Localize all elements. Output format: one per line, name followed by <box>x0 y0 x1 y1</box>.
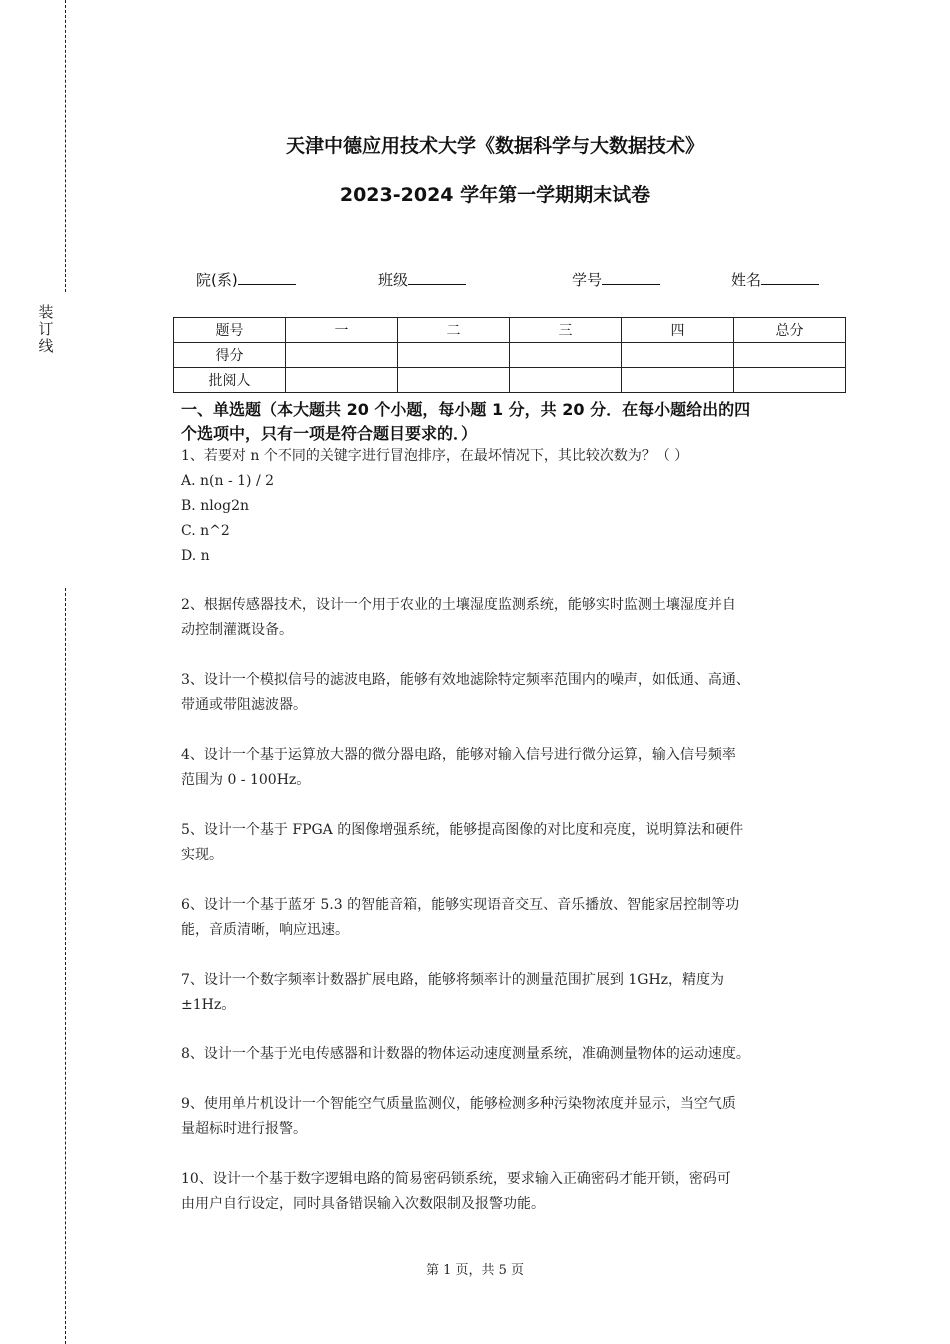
question-6 <box>181 893 851 943</box>
name-blank[interactable] <box>761 270 819 285</box>
department-label: 院(系) <box>196 271 238 289</box>
question-text: 4、设计一个基于运算放大器的微分器电路，能够对输入信号进行微分运算，输入信号频率 <box>181 747 736 763</box>
grader-cell[interactable] <box>734 368 846 393</box>
grader-row-label: 批阅人 <box>174 368 286 393</box>
binding-char: 装 <box>38 303 54 321</box>
department-blank[interactable] <box>238 270 296 285</box>
score-table-header-row <box>174 318 846 343</box>
score-cell[interactable] <box>622 343 734 368</box>
question-text: 8、设计一个基于光电传感器和计数器的物体运动速度测量系统，准确测量物体的运动速度。 <box>181 1046 750 1062</box>
question-text: 动控制灌溉设备。 <box>181 622 293 638</box>
class-blank[interactable] <box>408 270 466 285</box>
question-text: 9、使用单片机设计一个智能空气质量监测仪，能够检测多种污染物浓度并显示，当空气质 <box>181 1096 736 1112</box>
binding-char: 订 <box>38 320 54 338</box>
question-text: 10、设计一个基于数字逻辑电路的简易密码锁系统，要求输入正确密码才能开锁，密码可 <box>181 1171 731 1187</box>
score-table-header: 三 <box>510 318 622 343</box>
question-3 <box>181 668 851 718</box>
score-table-header: 题号 <box>174 318 286 343</box>
name-label: 姓名 <box>731 271 762 289</box>
question-9 <box>181 1092 851 1142</box>
grader-cell[interactable] <box>398 368 510 393</box>
grader-row <box>174 368 846 393</box>
score-row-label: 得分 <box>174 343 286 368</box>
question-text: 带通或带阻滤波器。 <box>181 697 307 713</box>
binding-label <box>37 304 55 355</box>
binding-line-top <box>65 0 66 292</box>
class-field[interactable] <box>378 269 466 290</box>
grader-cell[interactable] <box>286 368 398 393</box>
binding-char: 线 <box>38 337 54 355</box>
section-heading-line: 个选项中，只有一项是符合题目要求的．） <box>181 424 478 443</box>
question-7 <box>181 968 851 1018</box>
question-1 <box>181 444 851 569</box>
grader-cell[interactable] <box>622 368 734 393</box>
student-id-label: 学号 <box>572 271 603 289</box>
student-id-field[interactable] <box>572 269 660 290</box>
question-text: 3、设计一个模拟信号的滤波电路，能够有效地滤除特定频率范围内的噪声，如低通、高通、 <box>181 672 750 688</box>
question-4 <box>181 743 851 793</box>
grader-cell[interactable] <box>510 368 622 393</box>
exam-subtitle: 2023-2024 学年第一学期期末试卷 <box>339 184 651 206</box>
score-table <box>173 317 846 393</box>
question-text: 范围为 0 - 100Hz。 <box>181 772 311 788</box>
score-table-header: 总分 <box>734 318 846 343</box>
question-text: 能，音质清晰，响应迅速。 <box>181 922 349 938</box>
student-id-blank[interactable] <box>602 270 660 285</box>
option-d: D. n <box>181 548 210 564</box>
score-cell[interactable] <box>398 343 510 368</box>
option-c: C. n^2 <box>181 523 230 539</box>
score-table-header: 四 <box>622 318 734 343</box>
option-a: A. n(n - 1) / 2 <box>181 473 275 489</box>
section-heading <box>181 398 846 446</box>
question-2 <box>181 593 851 643</box>
score-cell[interactable] <box>510 343 622 368</box>
name-field[interactable] <box>731 269 819 290</box>
option-b: B. nlog2n <box>181 498 249 514</box>
score-table-header: 二 <box>398 318 510 343</box>
score-cell[interactable] <box>286 343 398 368</box>
question-text: 由用户自行设定，同时具备错误输入次数限制及报警功能。 <box>181 1196 545 1212</box>
score-table-header: 一 <box>286 318 398 343</box>
question-text: 5、设计一个基于 FPGA 的图像增强系统，能够提高图像的对比度和亮度，说明算法和硬件 <box>181 822 744 838</box>
question-text: 实现。 <box>181 847 223 863</box>
question-text: 量超标时进行报警。 <box>181 1121 307 1137</box>
question-text: ±1Hz。 <box>181 997 236 1013</box>
score-row <box>174 343 846 368</box>
department-field[interactable] <box>196 269 296 290</box>
exam-title: 天津中德应用技术大学《数据科学与大数据技术》 <box>285 135 704 157</box>
page-number: 第 1 页，共 5 页 <box>425 1263 525 1278</box>
binding-line-bottom <box>65 588 66 1344</box>
section-heading-line: 一、单选题（本大题共 20 个小题，每小题 1 分，共 20 分．在每小题给出的四 <box>181 400 751 419</box>
question-text: 6、设计一个基于蓝牙 5.3 的智能音箱，能够实现语音交互、音乐播放、智能家居控制等功 <box>181 897 740 913</box>
score-cell[interactable] <box>734 343 846 368</box>
question-8 <box>181 1042 851 1067</box>
question-text: 1、若要对 n 个不同的关键字进行冒泡排序，在最坏情况下，其比较次数为？（ ） <box>181 448 689 464</box>
question-5 <box>181 818 851 868</box>
question-10 <box>181 1167 851 1217</box>
class-label: 班级 <box>378 271 409 289</box>
question-text: 2、根据传感器技术，设计一个用于农业的土壤湿度监测系统，能够实时监测土壤湿度并自 <box>181 597 736 613</box>
question-text: 7、设计一个数字频率计数器扩展电路，能够将频率计的测量范围扩展到 1GHz，精度为 <box>181 972 725 988</box>
